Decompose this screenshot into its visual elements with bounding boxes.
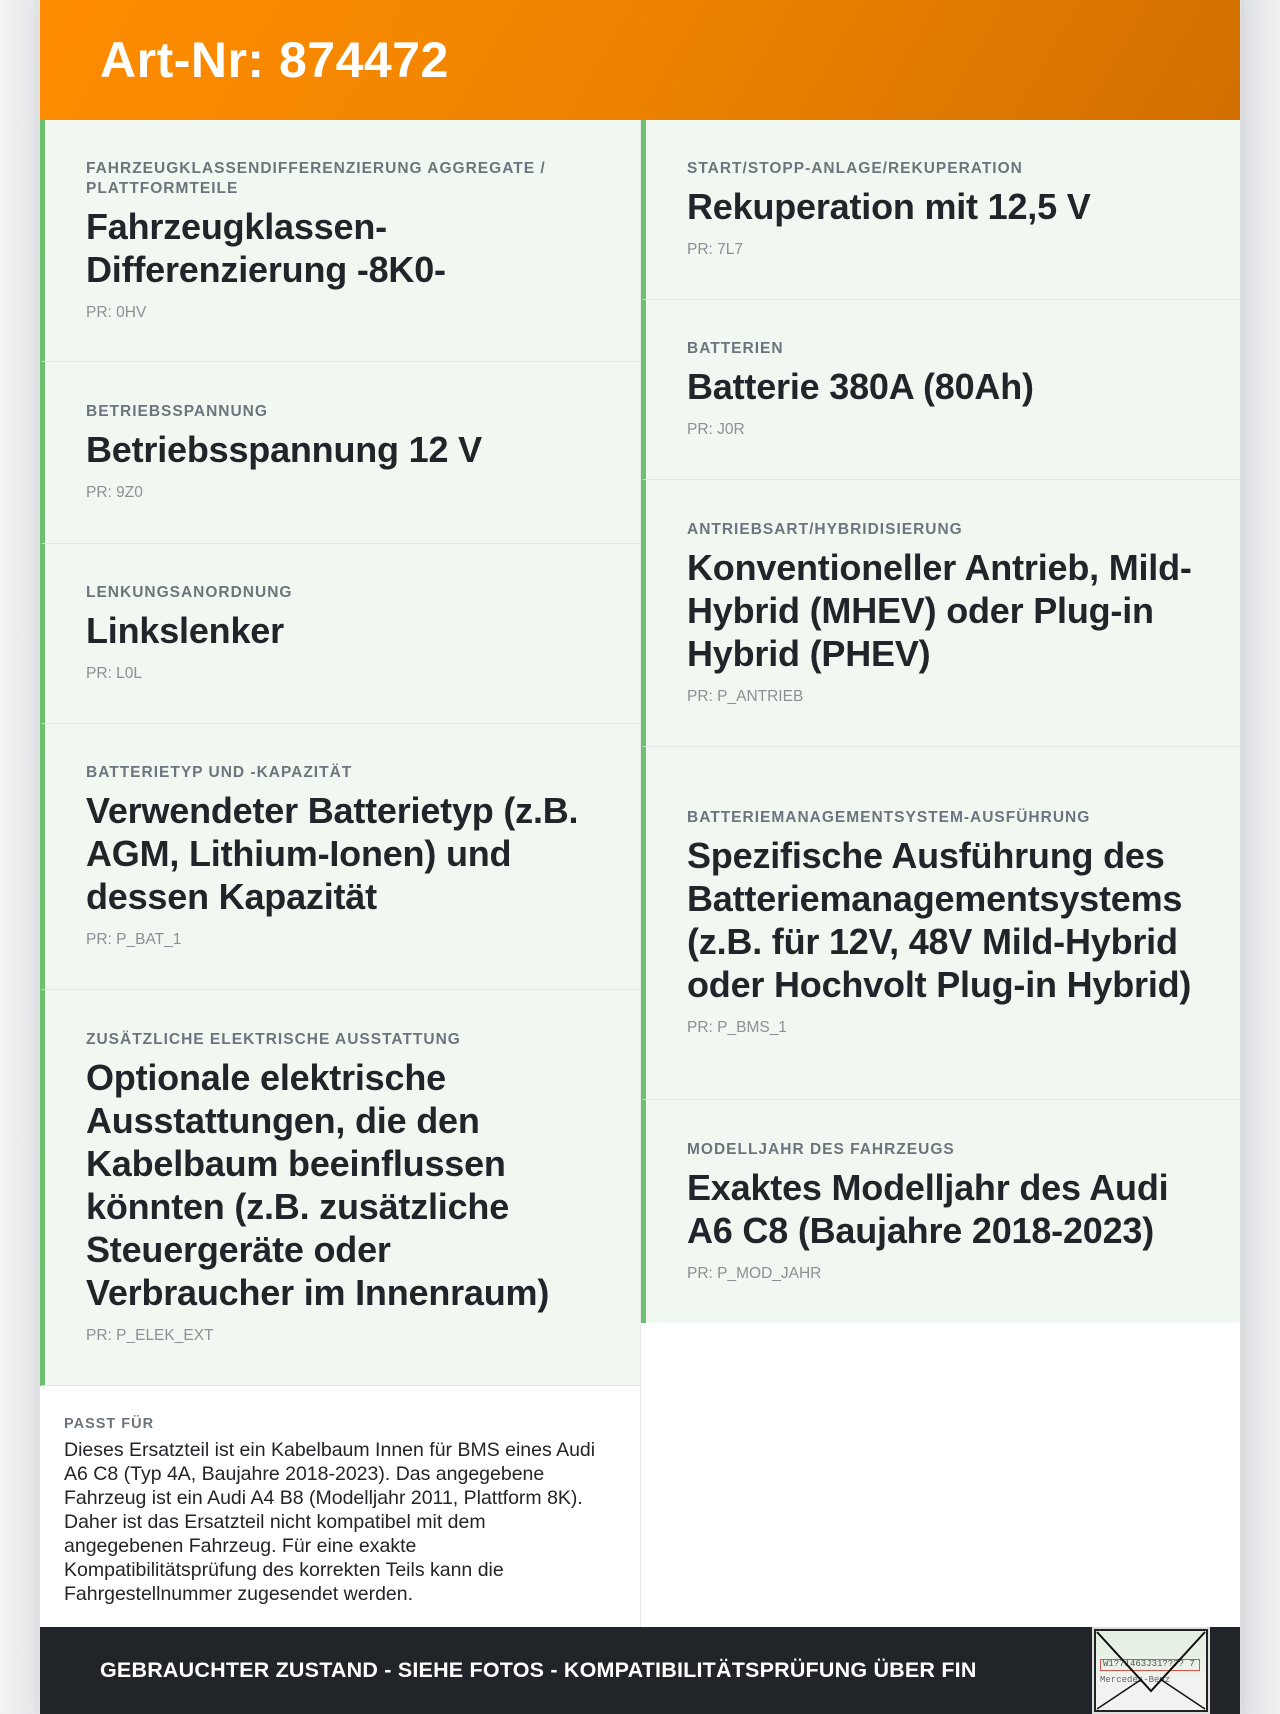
spec-pr-code: PR: P_BMS_1 xyxy=(687,1019,787,1036)
spec-label: BATTERIEN xyxy=(687,340,784,357)
spec-item-recuperation xyxy=(641,120,1240,300)
spec-pr-code: PR: L0L xyxy=(86,665,143,682)
empty-filler xyxy=(641,1323,1240,1627)
spec-label: START/STOPP-ANLAGE/REKUPERATION xyxy=(687,160,1023,177)
spec-value: Fahrzeugklassen-Differenzierung -8K0- xyxy=(86,205,446,290)
spec-pr-code: PR: P_BAT_1 xyxy=(86,931,182,948)
spec-value: Linkslenker xyxy=(86,610,284,651)
spec-item-battery-type xyxy=(40,724,640,990)
spec-label: ANTRIEBSART/HYBRIDISIERUNG xyxy=(687,520,963,538)
footer-slogan: GEBRAUCHTER ZUSTAND - SIEHE FOTOS - KOMPATIBILITÄTSPRÜFUNG ÜBER FIN xyxy=(100,1658,977,1682)
product-sheet xyxy=(40,0,1240,1714)
article-number-title: Art-Nr: 874472 xyxy=(100,32,449,88)
header-bar xyxy=(40,0,1240,120)
spec-value: Optionale elektrische Ausstattungen, die den Kabelbaum beeinflussen könnten (z.B. zusätzliche Steuergeräte oder Verbraucher im Innenraum) xyxy=(86,1056,550,1313)
spec-value: Konventioneller Antrieb, Mild-Hybrid (MHEV) oder Plug-in Hybrid (PHEV) xyxy=(687,546,1192,674)
spec-value: Rekuperation mit 12,5 V xyxy=(687,186,1091,227)
spec-column-right xyxy=(640,120,1240,1627)
spec-pr-code: PR: 0HV xyxy=(86,303,147,321)
spec-pr-code: PR: P_ANTRIEB xyxy=(687,687,804,705)
spec-pr-code: PR: 7L7 xyxy=(687,241,744,258)
footer-bar xyxy=(40,1627,1240,1714)
spec-item-model-year xyxy=(641,1100,1240,1323)
spec-label: FAHRZEUGKLASSENDIFFERENZIERUNG AGGREGATE / PLATTFORMTEILE xyxy=(86,159,546,197)
spec-item-bms-version xyxy=(641,747,1240,1100)
spec-value: Batterie 380A (80Ah) xyxy=(687,366,1034,407)
spec-column-left xyxy=(40,120,640,1627)
brand-text: Mercedes-Benz xyxy=(1100,1675,1171,1685)
spec-label: MODELLJAHR DES FAHRZEUGS xyxy=(687,1140,955,1158)
spec-pr-code: PR: P_ELEK_EXT xyxy=(86,1326,214,1344)
spec-value: Spezifische Ausführung des Batteriemanagementsystems (z.B. für 12V, 48V Mild-Hybrid oder Hochvolt Plug-in Hybrid) xyxy=(687,835,1192,1005)
vin-text: W1?71463J31???? 7 xyxy=(1100,1659,1200,1671)
envelope-icon xyxy=(1094,1629,1208,1712)
spec-item-vehicle-class xyxy=(40,120,640,362)
spec-item-operating-voltage xyxy=(40,362,640,544)
spec-pr-code: PR: 9Z0 xyxy=(86,484,143,501)
spec-item-steering xyxy=(40,544,640,724)
spec-pr-code: PR: P_MOD_JAHR xyxy=(687,1264,822,1282)
spec-label: ZUSÄTZLICHE ELEKTRISCHE AUSSTATTUNG xyxy=(86,1030,461,1048)
fin-envelope-image xyxy=(1092,1627,1210,1714)
spec-pr-code: PR: J0R xyxy=(687,421,745,438)
fits-description: Dieses Ersatzteil ist ein Kabelbaum Innen für BMS eines Audi A6 C8 (Typ 4A, Baujahre 2018-2023). Das angegebene Fahrzeug ist ein Audi A4 B8 (Modelljahr 2011, Plattform 8K). Daher ist das Ersatzteil nicht kompatibel mit dem angegebenen Fahrzeug. Für eine exakte Kompatibilitätsprüfung des korrekten Teils kann die Fahrgestellnummer zugesendet werden. xyxy=(64,1439,596,1605)
spec-item-drive-type xyxy=(641,480,1240,747)
spec-label: BATTERIETYP UND -KAPAZITÄT xyxy=(86,764,353,781)
spec-value: Verwendeter Batterietyp (z.B. AGM, Lithium-Ionen) und dessen Kapazität xyxy=(86,790,579,917)
spec-item-extra-electrics xyxy=(40,990,640,1386)
spec-grid xyxy=(40,120,1240,1627)
spec-value: Exaktes Modelljahr des Audi A6 C8 (Baujahre 2018-2023) xyxy=(687,1166,1169,1251)
spec-item-batteries xyxy=(641,300,1240,480)
spec-value: Betriebsspannung 12 V xyxy=(86,429,482,470)
spec-label: BATTERIEMANAGEMENTSYSTEM-AUSFÜHRUNG xyxy=(687,809,1091,826)
spec-label: BETRIEBSSPANNUNG xyxy=(86,403,268,420)
fits-label: PASST FÜR xyxy=(64,1416,155,1432)
spec-label: LENKUNGSANORDNUNG xyxy=(86,584,293,601)
fits-section xyxy=(40,1386,640,1627)
